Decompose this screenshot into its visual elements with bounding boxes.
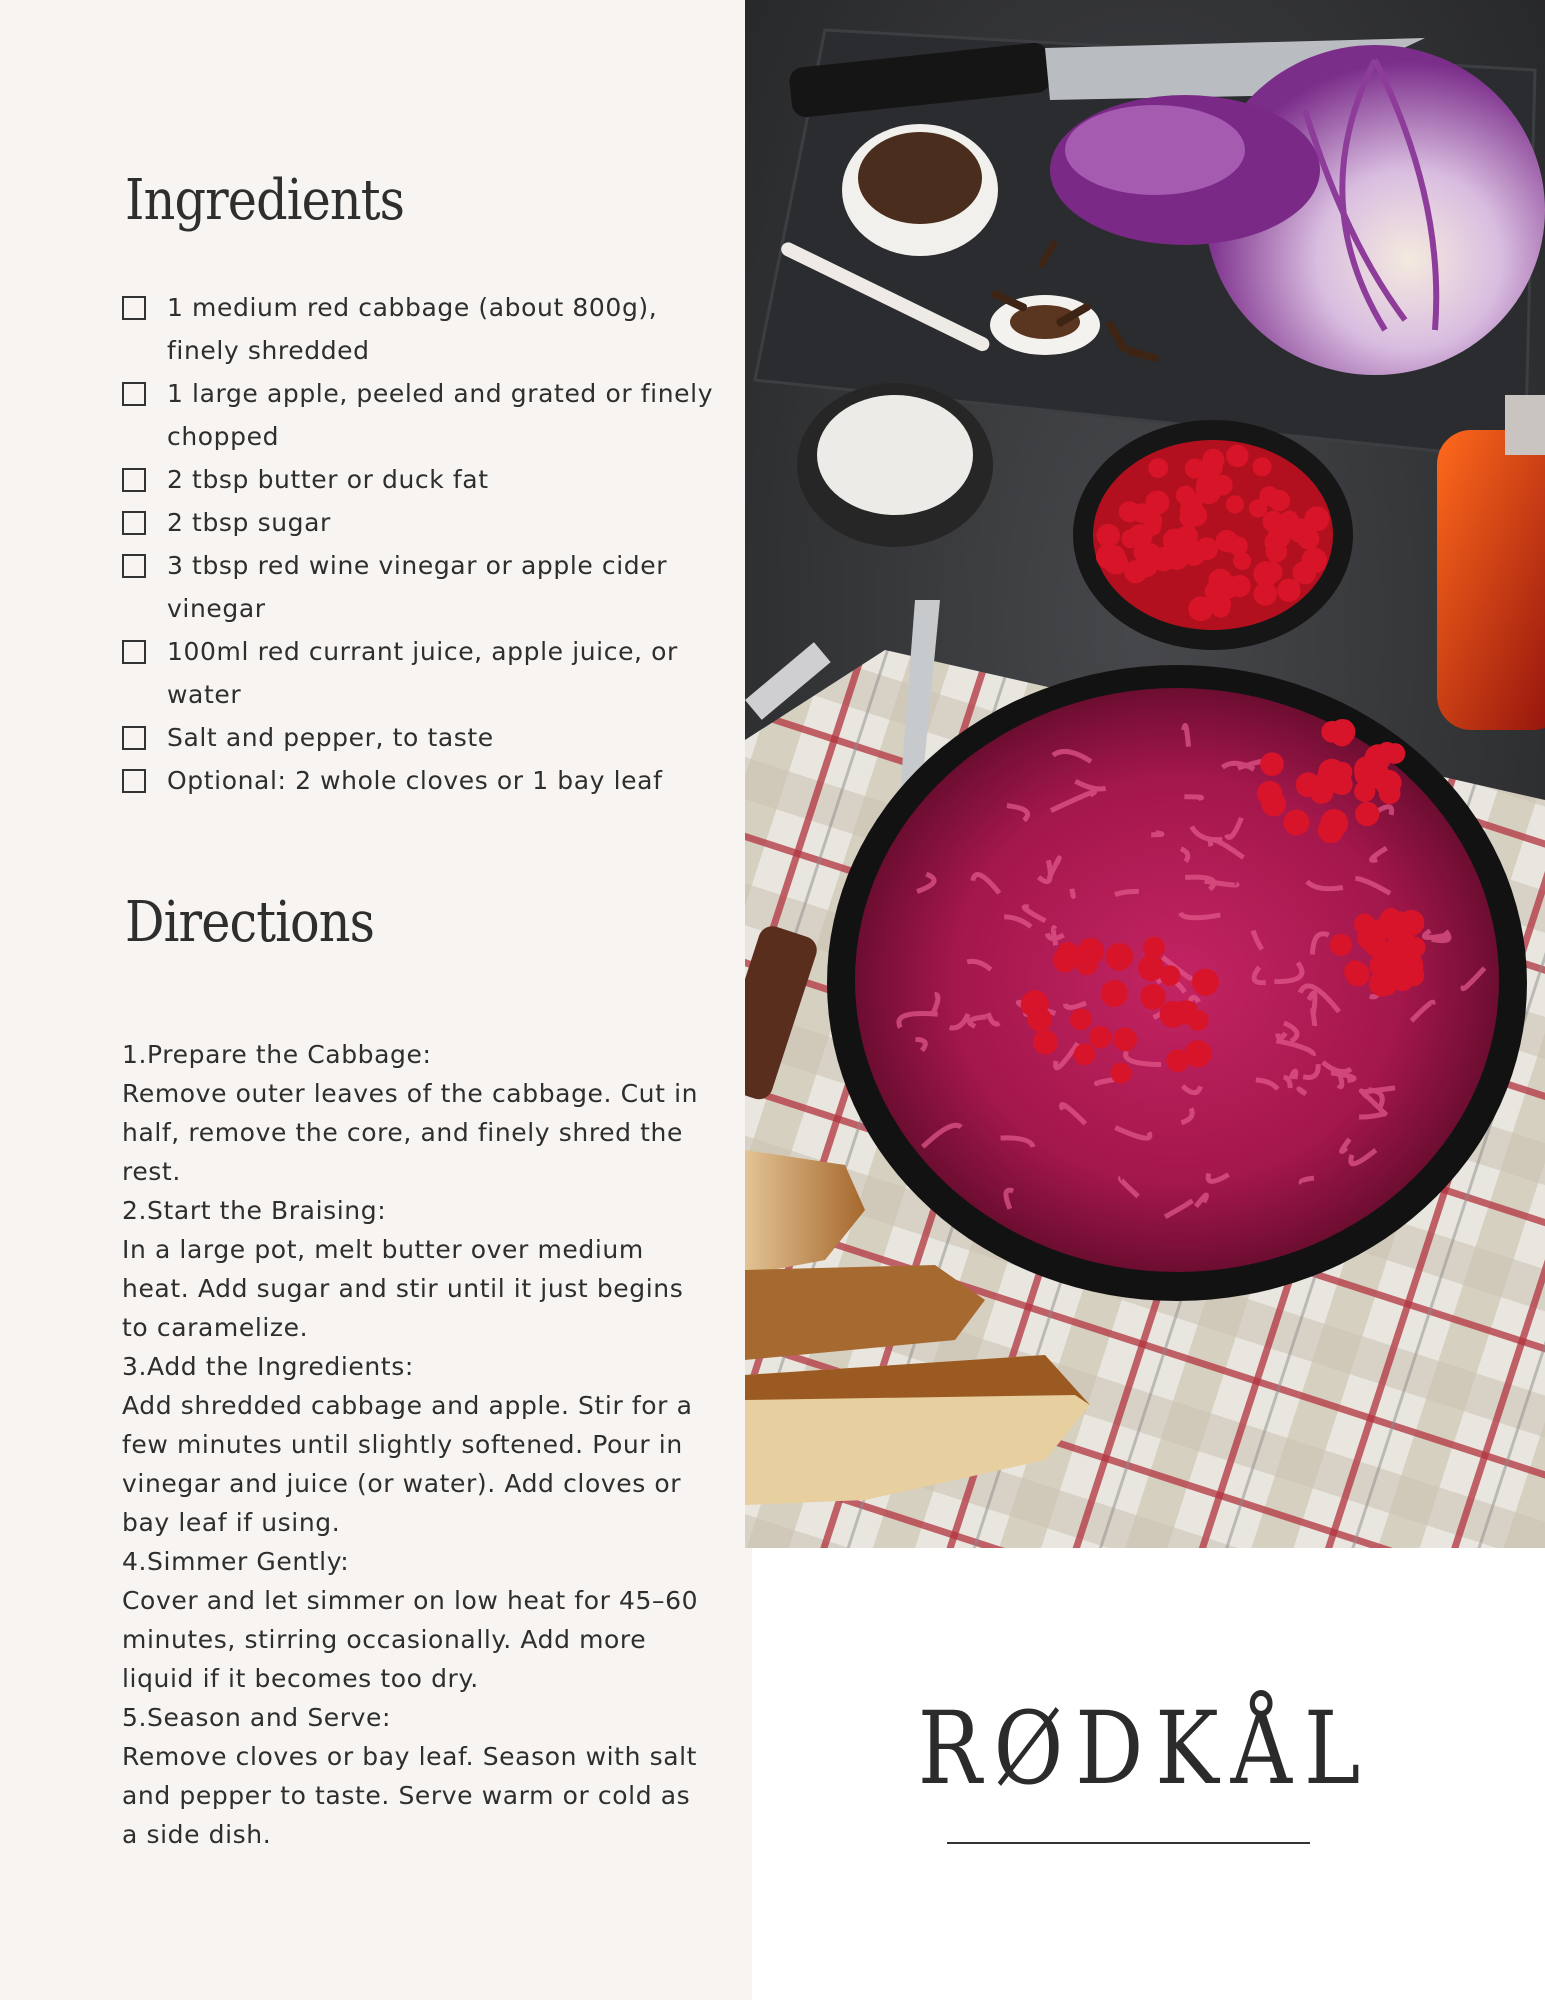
currant-berry (1389, 913, 1415, 939)
currant-berry (1277, 579, 1300, 602)
currant-berry (1113, 1027, 1137, 1051)
ingredient-text: Salt and pepper, to taste (167, 723, 494, 752)
ingredient-item[interactable] (122, 544, 722, 630)
currant-berry (1226, 445, 1248, 467)
cabbage-shred (1151, 833, 1162, 835)
ingredient-checkbox[interactable] (122, 296, 146, 320)
ingredient-checkbox[interactable] (122, 468, 146, 492)
currant-berry (1074, 1044, 1096, 1066)
cabbage-shred (1184, 797, 1201, 799)
step-body: Remove outer leaves of the cabbage. Cut in half, remove the core, and finely shred the rest. (122, 1079, 699, 1186)
dish-photo (745, 0, 1545, 1548)
currant-berry (1104, 551, 1128, 575)
currant-berry (1119, 501, 1140, 522)
currant-berry (1296, 564, 1316, 584)
currant-berry (1165, 547, 1188, 570)
recipe-text-panel (0, 0, 752, 2000)
step-title: 5.Season and Serve: (122, 1703, 392, 1732)
currant-berry (1249, 499, 1267, 517)
direction-step (122, 1347, 707, 1542)
title-underline (947, 1842, 1310, 1844)
ingredient-text: 2 tbsp sugar (167, 508, 331, 537)
currant-berry (1089, 1026, 1112, 1049)
currant-berry (1188, 596, 1213, 621)
currant-berry (1021, 995, 1041, 1015)
direction-step (122, 1035, 707, 1191)
currant-berry (1110, 1063, 1131, 1084)
currant-berry (1145, 490, 1169, 514)
ingredient-text: Optional: 2 whole cloves or 1 bay leaf (167, 766, 663, 795)
currant-berry (1160, 1001, 1187, 1028)
currant-berry (1166, 1049, 1189, 1072)
direction-step (122, 1191, 707, 1347)
currant-berry (1140, 984, 1166, 1010)
ingredient-text: 3 tbsp red wine vinegar or apple cider vinegar (167, 551, 668, 623)
cabbage-shred (1291, 1071, 1296, 1079)
currant-berry (1252, 457, 1271, 476)
step-body: Add shredded cabbage and apple. Stir for a few minutes until slightly softened. Pour in vinegar and juice (or water). Add cloves or bay leaf if using. (122, 1391, 693, 1537)
directions-list (122, 1035, 707, 1854)
currant-berry (1070, 1008, 1092, 1030)
currant-berry (1183, 494, 1203, 514)
currant-berry (1261, 792, 1286, 817)
currant-berry (1283, 810, 1309, 836)
currant-berry (1101, 980, 1128, 1007)
step-title: 2.Start the Braising: (122, 1196, 387, 1225)
currant-berry (1265, 541, 1287, 563)
currant-berry (1280, 511, 1298, 529)
ingredient-checkbox[interactable] (122, 511, 146, 535)
currant-berry (1134, 553, 1158, 577)
currant-berry (1377, 742, 1398, 763)
ingredient-item[interactable] (122, 501, 722, 544)
currant-berry (1330, 934, 1352, 956)
currant-berry (1318, 817, 1344, 843)
currant-berry (1202, 449, 1224, 471)
currant-berry (1076, 954, 1097, 975)
ingredient-item[interactable] (122, 458, 722, 501)
step-body: In a large pot, melt butter over medium heat. Add sugar and stir until it just begins to caramelize. (122, 1235, 684, 1342)
ingredient-checkbox[interactable] (122, 382, 146, 406)
currant-berry (1105, 943, 1133, 971)
ingredient-checkbox[interactable] (122, 726, 146, 750)
currant-berry (1375, 770, 1402, 797)
ingredient-text: 1 large apple, peeled and grated or finely chopped (167, 379, 714, 451)
currant-berry (1253, 582, 1277, 606)
step-title: 3.Add the Ingredients: (122, 1352, 414, 1381)
currant-berry (1346, 962, 1370, 986)
currant-berry (1192, 969, 1219, 996)
currant-berry (1355, 802, 1379, 826)
direction-step (122, 1542, 707, 1698)
ingredient-item[interactable] (122, 630, 722, 716)
currant-berry (1261, 562, 1282, 583)
ingredients-heading: Ingredients (125, 168, 405, 233)
currant-berry (1269, 490, 1290, 511)
currant-berry (1143, 518, 1161, 536)
currant-berry (1364, 934, 1386, 956)
dish-name: RØDKÅL (917, 1690, 1373, 1807)
currant-berry (1097, 524, 1120, 547)
currant-berry (1187, 1010, 1208, 1031)
currant-berry (1384, 959, 1404, 979)
ingredient-checkbox[interactable] (122, 769, 146, 793)
ingredients-list (122, 286, 722, 802)
ingredient-text: 2 tbsp butter or duck fat (167, 465, 489, 494)
currant-berry (1143, 937, 1165, 959)
ingredient-item[interactable] (122, 372, 722, 458)
currant-berry (1260, 752, 1284, 776)
currant-berry (1226, 495, 1244, 513)
currant-berry (1208, 569, 1232, 593)
cabbage-shred (1072, 889, 1073, 897)
currant-berry (1296, 772, 1321, 797)
step-body: Cover and let simmer on low heat for 45–60 minutes, stirring occasionally. Add more liquid if it becomes too dry. (122, 1586, 699, 1693)
step-title: 1.Prepare the Cabbage: (122, 1040, 432, 1069)
currant-berry (1228, 536, 1247, 555)
currant-berry (1148, 458, 1168, 478)
currant-berry (1053, 948, 1078, 973)
ingredient-item[interactable] (122, 716, 722, 759)
currant-berry (1138, 955, 1164, 981)
ingredient-item[interactable] (122, 286, 722, 372)
direction-step (122, 1698, 707, 1854)
ingredient-item[interactable] (122, 759, 722, 802)
currant-berry (1211, 598, 1230, 617)
ingredient-checkbox[interactable] (122, 554, 146, 578)
step-title: 4.Simmer Gently: (122, 1547, 350, 1576)
currant-berry (1321, 721, 1343, 743)
ingredient-text: 1 medium red cabbage (about 800g), finely shredded (167, 293, 658, 365)
currant-berry (1354, 913, 1375, 934)
ingredient-checkbox[interactable] (122, 640, 146, 664)
currant-berry (1195, 537, 1218, 560)
ingredient-text: 100ml red currant juice, apple juice, or water (167, 637, 678, 709)
step-body: Remove cloves or bay leaf. Season with salt and pepper to taste. Serve warm or cold as a side dish. (122, 1742, 698, 1849)
currant-berry (1185, 458, 1205, 478)
currant-berry (1331, 774, 1352, 795)
directions-heading: Directions (125, 890, 375, 955)
currant-berry (1033, 1030, 1058, 1055)
